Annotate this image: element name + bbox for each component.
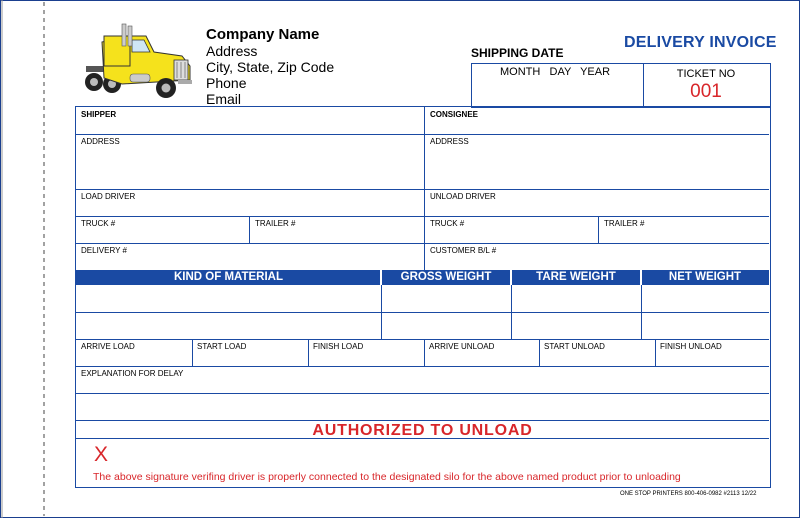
divider-truck-trailer-right <box>598 216 599 243</box>
address-left-label[interactable]: ADDRESS <box>81 137 120 146</box>
material-input-area[interactable] <box>76 285 381 339</box>
band-separator <box>510 270 512 285</box>
document-title: DELIVERY INVOICE <box>624 34 777 51</box>
times-col-line <box>308 339 309 366</box>
finish-load-label[interactable]: FINISH LOAD <box>313 342 364 351</box>
start-unload-label[interactable]: START UNLOAD <box>544 342 605 351</box>
truck-logo <box>82 22 194 102</box>
invoice-form <box>75 106 771 488</box>
truck-left-label[interactable]: TRUCK # <box>81 219 116 228</box>
header-net-weight: NET WEIGHT <box>668 271 742 283</box>
company-address: Address <box>206 43 258 59</box>
signature-statement: The above signature verifing driver is properly connected to the designated silo for the above named product prior to unloading <box>93 471 681 483</box>
trailer-left-label[interactable]: TRAILER # <box>255 219 296 228</box>
row-line <box>76 420 769 421</box>
delivery-label[interactable]: DELIVERY # <box>81 246 127 255</box>
company-city-state-zip: City, State, Zip Code <box>206 59 335 75</box>
finish-unload-label[interactable]: FINISH UNLOAD <box>660 342 722 351</box>
ticket-number: 001 <box>690 81 722 102</box>
date-columns-label: MONTH DAY YEAR <box>500 66 611 78</box>
unload-driver-label[interactable]: UNLOAD DRIVER <box>430 192 496 201</box>
shipper-label[interactable]: SHIPPER <box>81 110 117 119</box>
truck-right-label[interactable]: TRUCK # <box>430 219 465 228</box>
header-kind-of-material: KIND OF MATERIAL <box>173 271 284 283</box>
trailer-right-label[interactable]: TRAILER # <box>604 219 645 228</box>
row-line <box>76 339 769 340</box>
address-right-label[interactable]: ADDRESS <box>430 137 469 146</box>
company-email: Email <box>206 91 242 107</box>
perforation-strip <box>0 0 60 518</box>
shipping-date-box[interactable] <box>471 63 644 108</box>
shipping-date-label: SHIPPING DATE <box>471 46 564 60</box>
start-load-label[interactable]: START LOAD <box>197 342 247 351</box>
row-line <box>76 393 769 394</box>
row-line <box>76 189 769 190</box>
arrive-load-label[interactable]: ARRIVE LOAD <box>81 342 135 351</box>
arrive-unload-label[interactable]: ARRIVE UNLOAD <box>429 342 495 351</box>
times-col-line <box>192 339 193 366</box>
row-line <box>76 216 769 217</box>
band-separator <box>380 270 382 285</box>
row-line <box>76 243 769 244</box>
row-line <box>76 366 769 367</box>
header-tare-weight: TARE WEIGHT <box>536 271 616 283</box>
band-separator <box>640 270 642 285</box>
ticket-box <box>642 63 771 108</box>
header-gross-weight: GROSS WEIGHT <box>400 271 492 283</box>
printer-info: ONE STOP PRINTERS 800-406-0982 #2113 12/22 <box>620 491 757 497</box>
authorized-heading: AUTHORIZED TO UNLOAD <box>312 422 533 439</box>
ticket-label: TICKET NO <box>676 68 736 80</box>
consignee-label[interactable]: CONSIGNEE <box>430 110 479 119</box>
material-header-band <box>76 270 769 285</box>
load-driver-label[interactable]: LOAD DRIVER <box>81 192 136 201</box>
divider-truck-trailer-left <box>249 216 250 243</box>
customer-bl-label[interactable]: CUSTOMER B/L # <box>430 246 497 255</box>
times-col-line <box>655 339 656 366</box>
delay-label[interactable]: EXPLANATION FOR DELAY <box>81 369 184 378</box>
signature-mark[interactable]: X <box>94 443 109 466</box>
times-col-line <box>539 339 540 366</box>
company-name: Company Name <box>206 26 320 43</box>
row-line <box>76 134 769 135</box>
company-phone: Phone <box>206 75 247 91</box>
times-col-line <box>424 339 425 366</box>
